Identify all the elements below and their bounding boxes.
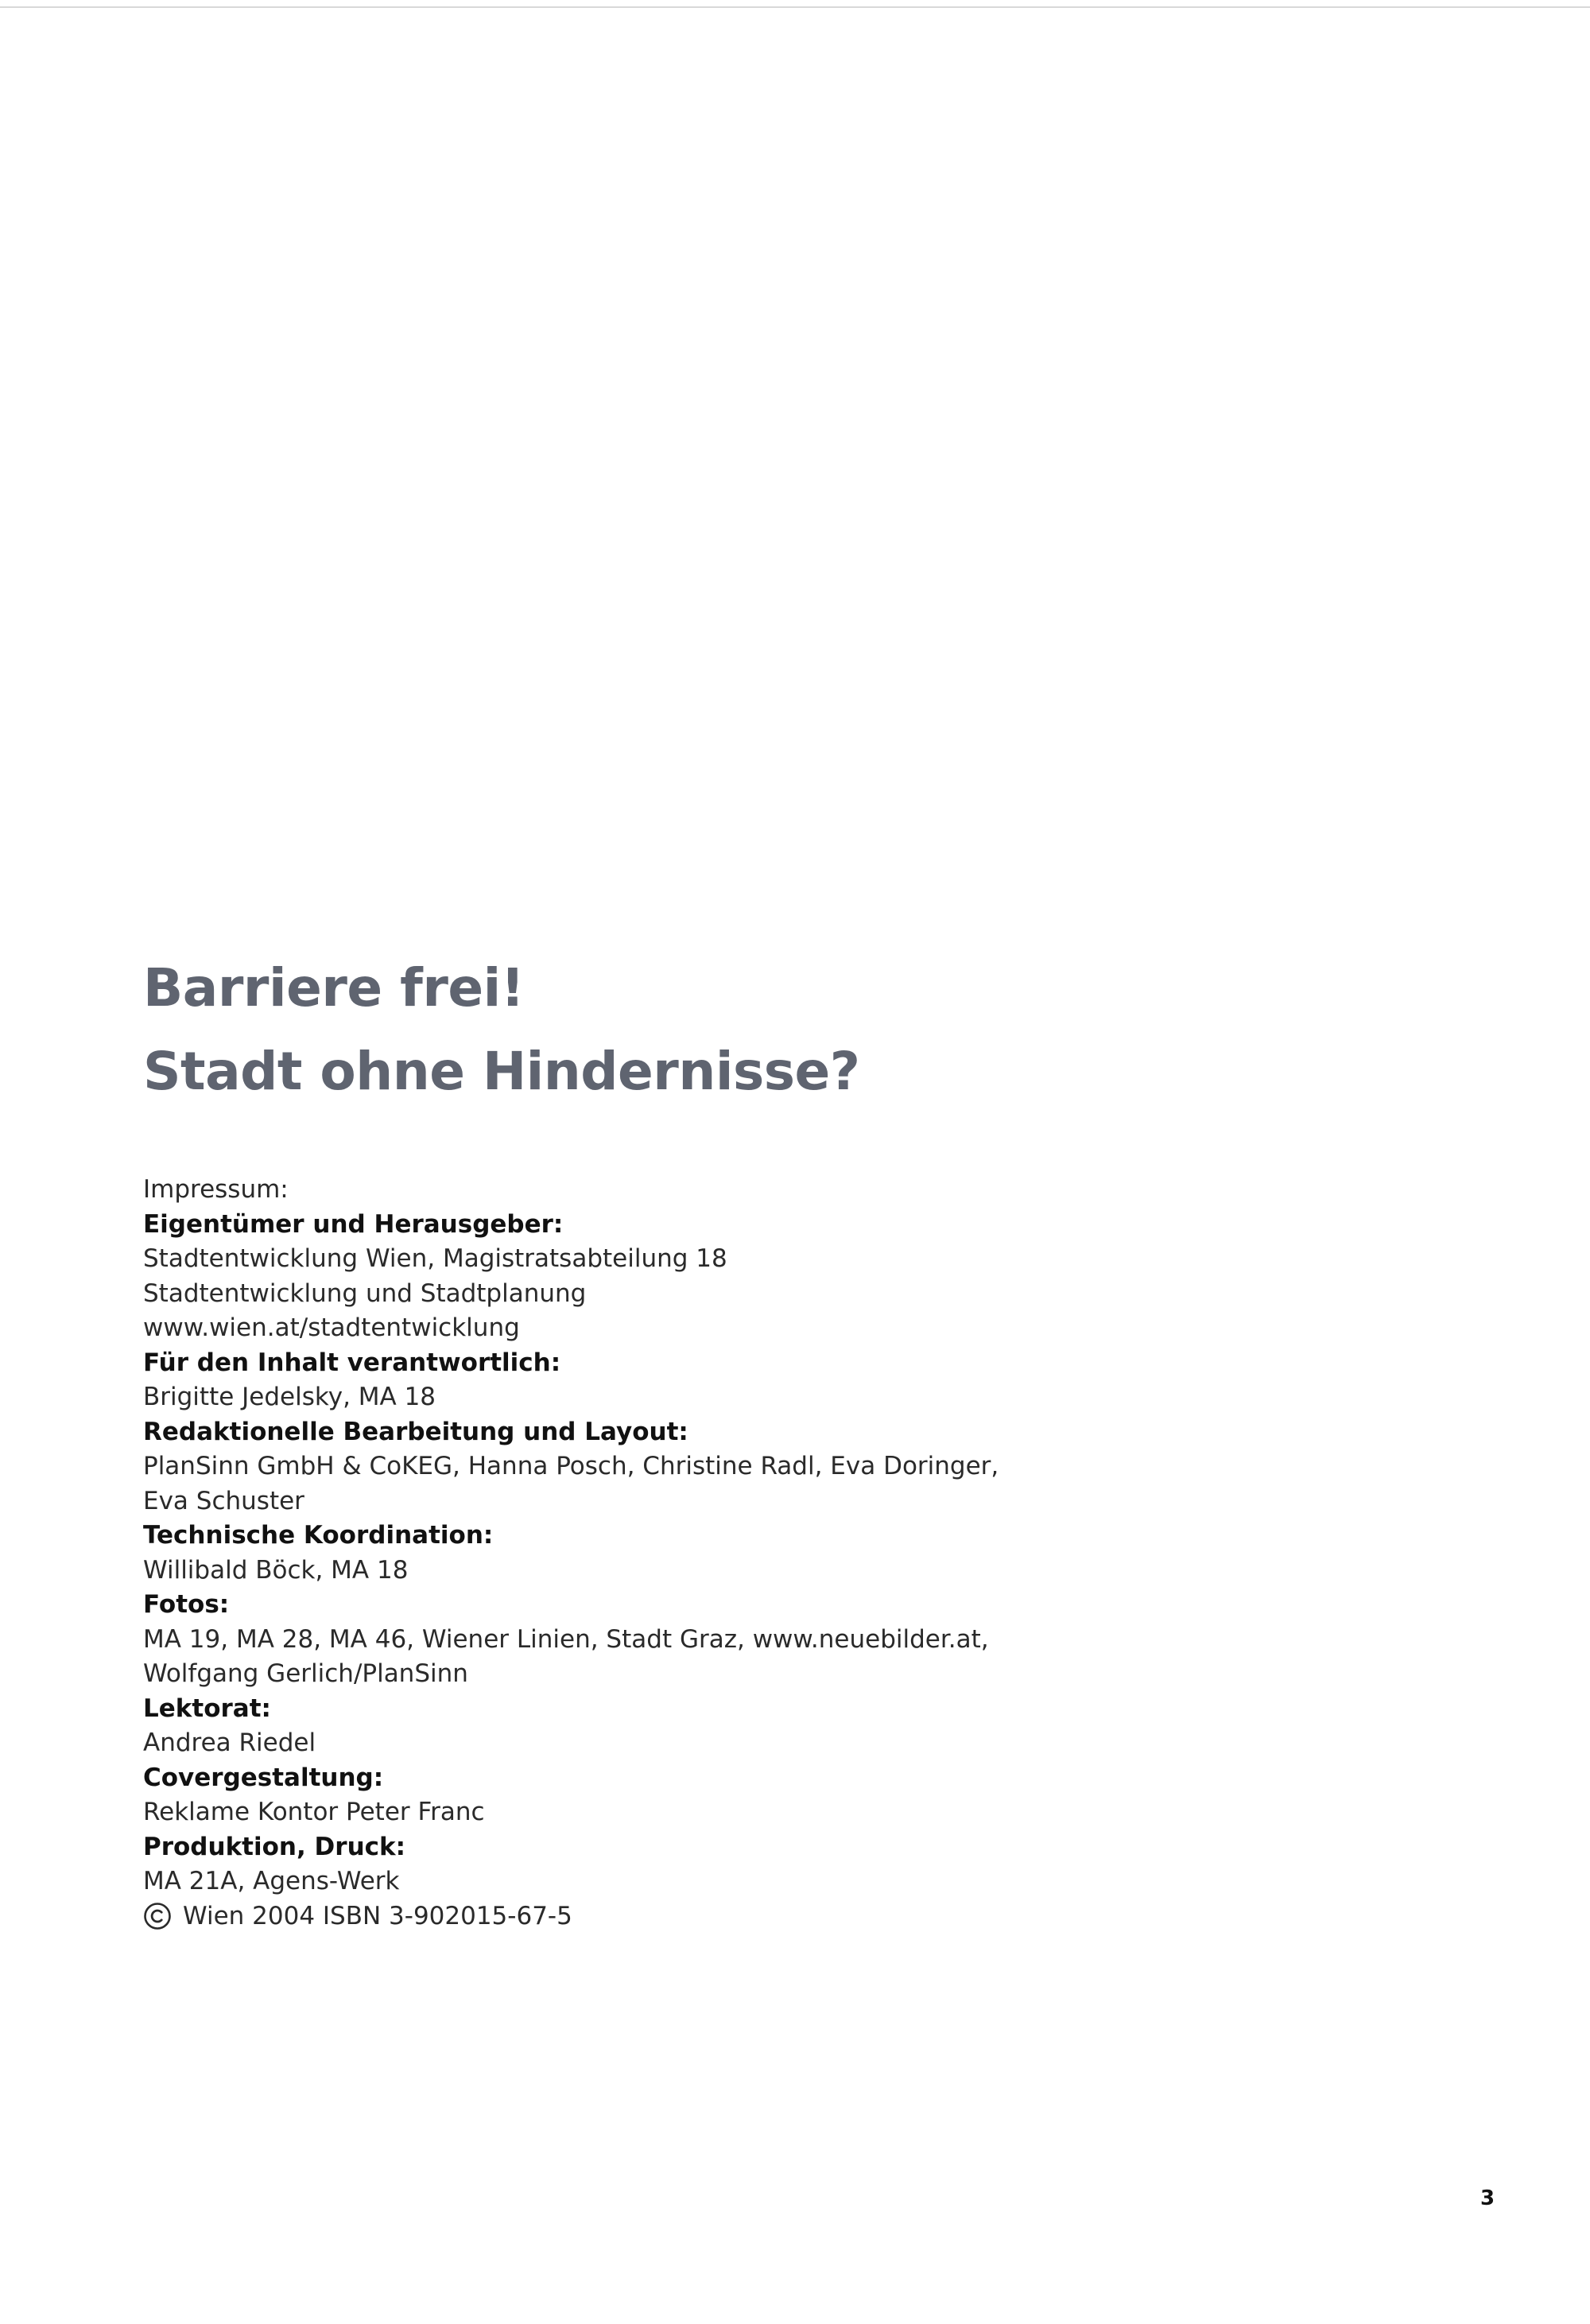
copyright-text: Wien 2004 ISBN 3-902015-67-5 xyxy=(183,1901,572,1930)
page-number: 3 xyxy=(1480,2186,1495,2210)
section-line: Stadtentwicklung und Stadtplanung xyxy=(143,1278,587,1308)
section-heading: Technische Koordination: xyxy=(143,1521,494,1550)
section-inhalt xyxy=(143,1346,1097,1415)
section-line: PlanSinn GmbH & CoKEG, Hanna Posch, Christine Radl, Eva Doringer, xyxy=(143,1452,999,1480)
title-line-2: Stadt ohne Hindernisse? xyxy=(143,1041,860,1102)
section-line: Willibald Böck, MA 18 xyxy=(143,1555,409,1585)
section-heading: Fotos: xyxy=(143,1590,230,1619)
section-lektorat xyxy=(143,1692,1097,1761)
section-line: Wolfgang Gerlich/PlanSinn xyxy=(143,1659,468,1688)
section-heading: Redaktionelle Bearbeitung und Layout: xyxy=(143,1417,688,1446)
section-eigentuemer xyxy=(143,1208,1097,1346)
section-line: Brigitte Jedelsky, MA 18 xyxy=(143,1383,436,1411)
copyright-icon xyxy=(143,1902,172,1930)
copyright-line xyxy=(143,1899,1097,1934)
section-line: Andrea Riedel xyxy=(143,1728,316,1757)
section-heading: Für den Inhalt verantwortlich: xyxy=(143,1348,561,1377)
top-edge-rule xyxy=(0,6,1590,8)
section-line: MA 19, MA 28, MA 46, Wiener Linien, Stadt Graz, www.neuebilder.at, xyxy=(143,1624,989,1654)
section-heading: Eigentümer und Herausgeber: xyxy=(143,1209,564,1239)
section-heading: Covergestaltung: xyxy=(143,1763,384,1792)
section-redaktion xyxy=(143,1415,1097,1519)
title-line-1: Barriere frei! xyxy=(143,957,525,1018)
section-koordination xyxy=(143,1519,1097,1588)
section-line: MA 21A, Agens-Werk xyxy=(143,1867,400,1895)
section-heading: Lektorat: xyxy=(143,1694,271,1723)
section-covergestaltung xyxy=(143,1761,1097,1830)
page-title xyxy=(143,946,860,1113)
section-fotos xyxy=(143,1588,1097,1692)
section-line: Eva Schuster xyxy=(143,1486,304,1515)
section-heading: Produktion, Druck: xyxy=(143,1832,406,1861)
section-line: Stadtentwicklung Wien, Magistratsabteilung 18 xyxy=(143,1244,727,1273)
section-line: www.wien.at/stadtentwicklung xyxy=(143,1313,520,1342)
section-produktion xyxy=(143,1830,1097,1899)
impressum-intro: Impressum: xyxy=(143,1175,289,1204)
section-line: Reklame Kontor Peter Franc xyxy=(143,1798,485,1826)
impressum-block xyxy=(143,1173,1097,1934)
